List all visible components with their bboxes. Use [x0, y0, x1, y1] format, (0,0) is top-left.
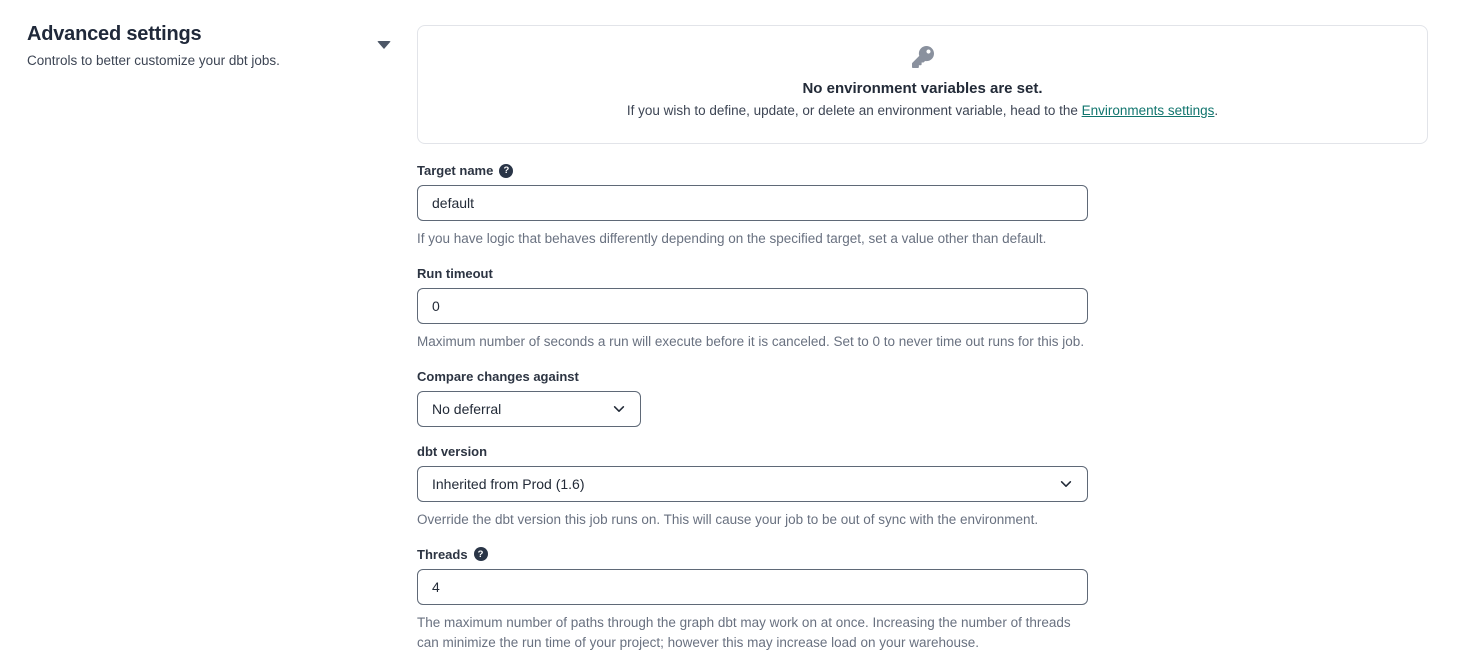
env-variables-card	[417, 25, 1428, 144]
chevron-down-icon	[1059, 477, 1073, 491]
target-name-label-text: Target name	[417, 163, 494, 178]
field-threads	[417, 547, 1428, 653]
section-header-text	[27, 23, 280, 68]
page-subtitle: Controls to better customize your dbt jobs.	[27, 53, 280, 68]
env-card-title: No environment variables are set.	[802, 80, 1043, 97]
dbt-version-select[interactable]	[417, 466, 1088, 502]
compare-changes-value: No deferral	[432, 400, 502, 417]
compare-changes-label	[417, 369, 1428, 384]
run-timeout-helper: Maximum number of seconds a run will execute before it is canceled. Set to 0 to never time out runs for this job.	[417, 333, 1085, 349]
help-icon[interactable]: ?	[499, 164, 513, 178]
env-card-description	[438, 103, 1407, 118]
dbt-version-helper: Override the dbt version this job runs on. This will cause your job to be out of sync with the environment.	[417, 511, 1039, 527]
threads-label-text: Threads	[417, 546, 468, 562]
field-run-timeout	[417, 266, 1428, 352]
dbt-version-label-text: dbt version	[417, 443, 488, 459]
threads-label	[417, 547, 1428, 562]
environments-settings-link[interactable]: Environments settings	[1081, 103, 1215, 118]
target-name-label	[417, 163, 1428, 178]
advanced-settings-form	[417, 163, 1428, 653]
target-name-helper: If you have logic that behaves differently depending on the specified target, set a value other than default.	[417, 231, 1047, 246]
compare-changes-label-text: Compare changes against	[417, 368, 579, 384]
run-timeout-label-text: Run timeout	[417, 265, 493, 281]
run-timeout-input[interactable]	[417, 288, 1088, 324]
dbt-version-value: Inherited from Prod (1.6)	[432, 475, 585, 492]
compare-changes-select[interactable]	[417, 391, 641, 427]
env-card-description-prefix: If you wish to define, update, or delete an environment variable, head to the	[626, 103, 1082, 118]
help-icon[interactable]: ?	[474, 547, 488, 561]
field-dbt-version	[417, 444, 1428, 530]
chevron-down-icon	[612, 402, 626, 416]
key-icon	[912, 46, 934, 68]
target-name-input[interactable]	[417, 185, 1088, 221]
threads-helper: The maximum number of paths through the graph dbt may work on at once. Increasing the number of threads can minimize the run time of your project; however this may increase load on your warehouse.	[417, 614, 1071, 650]
field-target-name	[417, 163, 1428, 249]
collapse-caret-icon[interactable]	[377, 41, 391, 49]
page-title: Advanced settings	[27, 23, 202, 45]
section-content	[417, 0, 1428, 670]
env-card-description-suffix: .	[1214, 103, 1219, 118]
section-header	[0, 0, 417, 68]
dbt-version-label	[417, 444, 1428, 459]
threads-input[interactable]	[417, 569, 1088, 605]
field-compare-changes	[417, 369, 1428, 427]
run-timeout-label	[417, 266, 1428, 281]
